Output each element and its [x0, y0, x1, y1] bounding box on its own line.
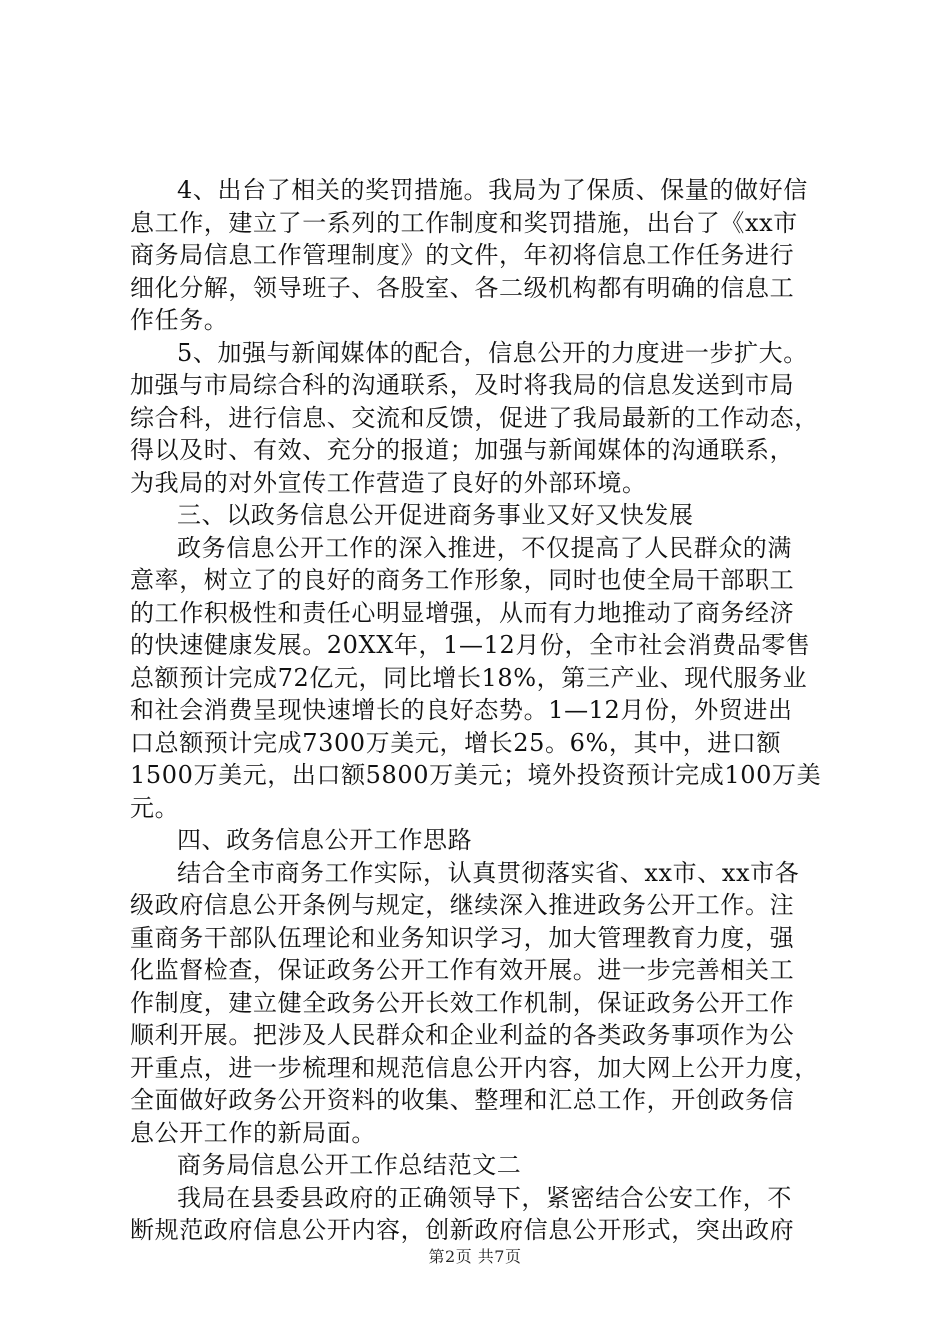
- text-line: 细化分解，领导班子、各股室、各二级机构都有明确的信息工: [130, 273, 795, 302]
- document-body: [130, 174, 830, 1247]
- page-footer: 第2页 共7页: [428, 1247, 522, 1266]
- text-line: 级政府信息公开条例与规定，继续深入推进政务公开工作。注: [130, 891, 795, 919]
- text-line: 意率，树立了的良好的商务工作形象，同时也使全局干部职工: [130, 566, 795, 594]
- text-line: 开重点，进一步梳理和规范信息公开内容，加大网上公开力度，: [130, 1053, 819, 1082]
- text-line: 重商务干部队伍理论和业务知识学习，加大管理教育力度，强: [130, 923, 795, 952]
- text-line: 商务局信息公开工作总结范文二: [177, 1151, 522, 1179]
- text-line: 1500万美元，出口额5800万美元；境外投资预计完成100万美: [130, 761, 822, 789]
- text-line: 全面做好政务公开资料的收集、整理和汇总工作，开创政务信: [130, 1086, 795, 1114]
- text-line: 作制度，建立健全政务公开长效工作机制，保证政务公开工作: [130, 988, 795, 1017]
- text-line: 得以及时、有效、充分的报道；加强与新闻媒体的沟通联系，: [130, 436, 795, 464]
- text-line: 断规范政府信息公开内容，创新政府信息公开形式，突出政府: [130, 1216, 795, 1244]
- text-line: 和社会消费呈现快速增长的良好态势。1—12月份，外贸进出: [130, 696, 793, 724]
- text-line: 顺利开展。把涉及人民群众和企业利益的各类政务事项作为公: [130, 1021, 795, 1049]
- text-line: 为我局的对外宣传工作营造了良好的外部环境。: [130, 468, 647, 497]
- text-line: 5、加强与新闻媒体的配合，信息公开的力度进一步扩大。: [177, 338, 808, 367]
- text-line: 加强与市局综合科的沟通联系，及时将我局的信息发送到市局: [130, 371, 795, 399]
- text-line: 的工作积极性和责任心明显增强，从而有力地推动了商务经济: [130, 598, 795, 627]
- text-line: 综合科，进行信息、交流和反馈，促进了我局最新的工作动态，: [130, 403, 819, 432]
- text-line: 四、政务信息公开工作思路: [177, 826, 473, 854]
- text-line: 的快速健康发展。20XX年，1—12月份，全市社会消费品零售: [130, 631, 811, 659]
- text-line: 元。: [130, 793, 180, 822]
- text-line: 三、以政务信息公开促进商务事业又好又快发展: [177, 501, 694, 529]
- text-line: 4、出台了相关的奖罚措施。我局为了保质、保量的做好信: [177, 176, 808, 204]
- text-line: 结合全市商务工作实际，认真贯彻落实省、xx市、xx市各: [177, 858, 800, 887]
- text-line: 我局在县委县政府的正确领导下，紧密结合公安工作，不: [177, 1183, 792, 1212]
- text-line: 息公开工作的新局面。: [130, 1118, 376, 1147]
- text-line: 商务局信息工作管理制度》的文件，年初将信息工作任务进行: [130, 241, 795, 269]
- text-line: 总额预计完成72亿元，同比增长18%，第三产业、现代服务业: [130, 663, 808, 692]
- text-line: 息工作，建立了一系列的工作制度和奖罚措施，出台了《xx市: [130, 208, 798, 237]
- text-line: 口总额预计完成7300万美元，增长25。6%，其中，进口额: [130, 728, 782, 757]
- text-line: 政务信息公开工作的深入推进，不仅提高了人民群众的满: [177, 533, 792, 562]
- text-line: 作任务。: [130, 306, 229, 334]
- text-line: 化监督检查，保证政务公开工作有效开展。进一步完善相关工: [130, 956, 795, 984]
